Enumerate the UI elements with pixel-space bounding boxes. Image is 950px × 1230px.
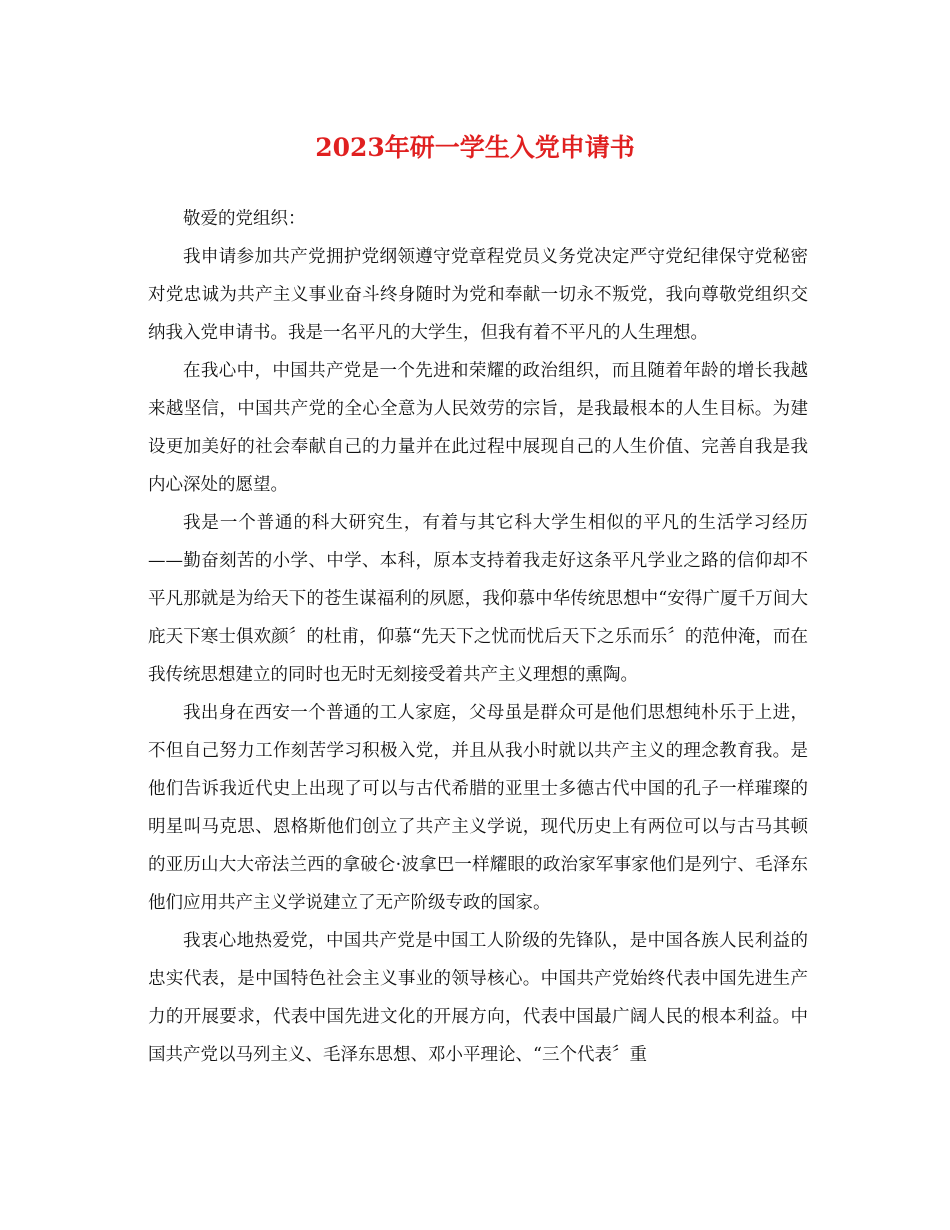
paragraph-1: 我申请参加共产党拥护党纲领遵守党章程党员义务党决定严守党纪律保守党秘密对党忠诚为共产主义事业奋斗终身随时为党和奉献一切永不叛党，我向尊敬党组织交纳我入党申请书。我是一名平凡的大学生，但我有着不平凡的人生理想。 bbox=[148, 247, 808, 343]
document-body bbox=[148, 200, 808, 1074]
paragraph-2: 在我心中，中国共产党是一个先进和荣耀的政治组织，而且随着年龄的增长我越来越坚信，中国共产党的全心全意为人民效劳的宗旨，是我最根本的人生目标。为建设更加美好的社会奉献自己的力量并在此过程中展现自己的人生价值、完善自我是我内心深处的愿望。 bbox=[148, 361, 808, 495]
paragraph-4: 我出身在西安一个普通的工人家庭，父母虽是群众可是他们思想纯朴乐于上进，不但自己努力工作刻苦学习积极入党，并且从我小时就以共产主义的理念教育我。是他们告诉我近代史上出现了可以与古代希腊的亚里士多德古代中国的孔子一样璀璨的明星叫马克思、恩格斯他们创立了共产主义学说，现代历史上有两位可以与古马其顿的亚历山大大帝法兰西的拿破仑·波拿巴一样耀眼的政治家军事家他们是列宁、毛泽东他们应用共产主义学说建立了无产阶级专政的国家。 bbox=[148, 703, 808, 913]
paragraph-5: 我衷心地热爱党，中国共产党是中国工人阶级的先锋队，是中国各族人民利益的忠实代表，是中国特色社会主义事业的领导核心。中国共产党始终代表中国先进生产力的开展要求，代表中国先进文化的开展方向，代表中国最广阔人民的根本利益。中国共产党以马列主义、毛泽东思想、邓小平理论、“三个代表〞重 bbox=[148, 931, 808, 1065]
salutation: 敬爱的党组织： bbox=[183, 209, 306, 229]
document-title: 2023年研一学生入党申请书 bbox=[315, 133, 635, 162]
paragraph-3: 我是一个普通的科大研究生，有着与其它科大学生相似的平凡的生活学习经历——勤奋刻苦的小学、中学、本科，原本支持着我走好这条平凡学业之路的信仰却不平凡那就是为给天下的苍生谋福利的夙愿，我仰慕中华传统思想中“安得广厦千万间大庇天下寒士俱欢颜〞的杜甫，仰慕“先天下之忧而忧后天下之乐而乐〞的范仲淹，而在我传统思想建立的同时也无时无刻接受着共产主义理想的熏陶。 bbox=[148, 513, 808, 685]
